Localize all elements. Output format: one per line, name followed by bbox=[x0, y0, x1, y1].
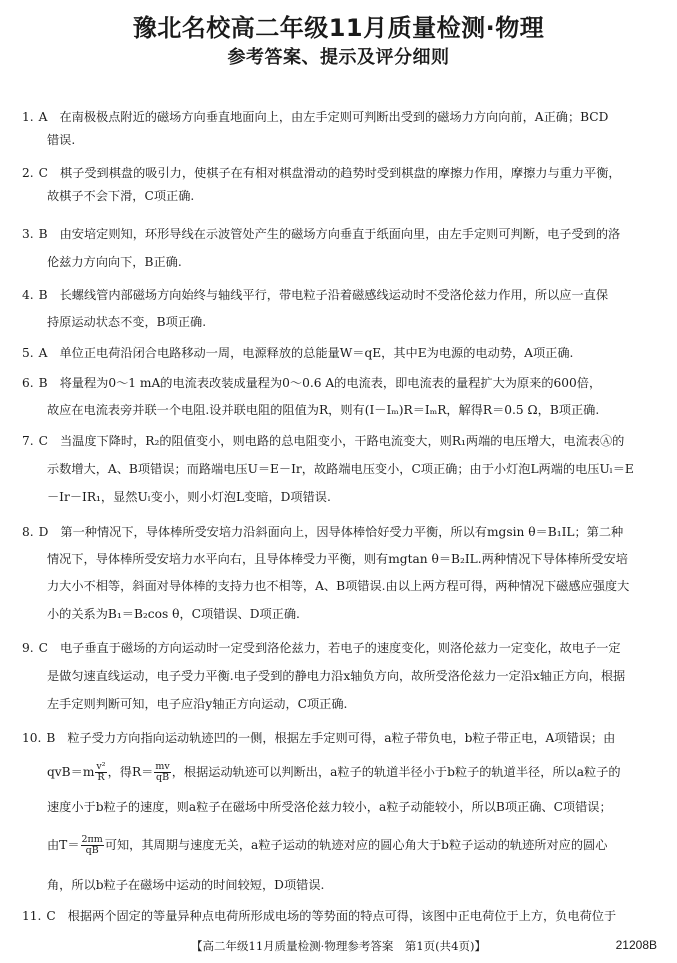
explanation-text: 可知，其周期与速度无关，a粒子运动的轨迹对应的圆心角大于b粒子运动的轨迹所对应的圆心 bbox=[104, 838, 608, 852]
answer-3-cont: 伦兹力方向向下，B正确. bbox=[47, 255, 182, 269]
answer-choice: C bbox=[46, 909, 56, 923]
answer-4-cont: 持原运动状态不变，B项正确. bbox=[47, 315, 207, 329]
answer-10 bbox=[22, 730, 615, 746]
answer-choice: B bbox=[46, 731, 56, 745]
answer-10-formula-line-2 bbox=[47, 835, 607, 856]
answer-9-cont: 是做匀速直线运动，电子受力平衡.电子受到的静电力沿x轴负方向，故所受洛伦兹力一定沿x轴正方向，根据 bbox=[47, 669, 626, 683]
fraction-2pim-over-qb bbox=[81, 835, 104, 856]
answer-2 bbox=[22, 165, 621, 181]
answer-3 bbox=[22, 226, 620, 242]
answer-8-cont: 力大小不相等，斜面对导体棒的支持力也不相等，A、B项错误.由以上两方程可得，两种情况下磁感应强度大 bbox=[47, 579, 630, 593]
question-number: 6. bbox=[22, 376, 34, 390]
explanation-text: 当温度下降时，R₂的阻值变小，则电路的总电阻变小，干路电流变大，则R₁两端的电压增大，电流表Ⓐ的 bbox=[59, 434, 625, 448]
explanation-text: 粒子受力方向指向运动轨迹凹的一侧，根据左手定则可得，a粒子带负电，b粒子带正电，A项错误；由 bbox=[67, 731, 616, 745]
question-number: 7. bbox=[22, 434, 34, 448]
fraction-numerator: 2πm bbox=[81, 834, 103, 845]
answer-1 bbox=[22, 109, 608, 125]
fraction-mv-over-qb bbox=[154, 762, 170, 783]
question-number: 5. bbox=[22, 346, 34, 360]
fraction-v2-over-r bbox=[95, 762, 106, 783]
formula-text: qvB＝m bbox=[47, 765, 95, 779]
answer-choice: B bbox=[38, 288, 48, 302]
answer-8 bbox=[22, 524, 623, 540]
question-number: 9. bbox=[22, 641, 34, 655]
page-footer: 【高二年级11月质量检测·物理参考答案 第1页(共4页)】 bbox=[191, 939, 486, 953]
fraction-denominator: R bbox=[97, 772, 105, 783]
explanation-text: 第一种情况下，导体棒所受安培力沿斜面向上，因导体棒恰好受力平衡，所以有mgsin θ＝B₁IL；第二种 bbox=[60, 525, 624, 539]
answer-choice: C bbox=[38, 434, 48, 448]
answer-6-cont: 故应在电流表旁并联一个电阻.设并联电阻的阻值为R，则有(I－Iₘ)R＝IₘR，解得R＝0.5 Ω，B项正确. bbox=[47, 403, 600, 417]
answer-choice: B bbox=[38, 376, 48, 390]
answer-1-cont: 错误. bbox=[47, 133, 76, 147]
question-number: 8. bbox=[22, 525, 34, 539]
question-number: 1. bbox=[22, 110, 34, 124]
answer-choice: A bbox=[38, 110, 48, 124]
explanation-text: 由安培定则知，环形导线在示波管处产生的磁场方向垂直于纸面向里，由左手定则可判断，电子受到的洛 bbox=[59, 227, 621, 241]
answer-8-cont: 小的关系为B₁＝B₂cos θ，C项错误、D项正确. bbox=[47, 607, 300, 621]
explanation-text: 在南极极点附近的磁场方向垂直地面向上，由左手定则可判断出受到的磁场力方向向前，A正确；BCD bbox=[59, 110, 609, 124]
answer-2-cont: 故棋子不会下滑，C项正确. bbox=[47, 189, 195, 203]
explanation-text: 单位正电荷沿闭合电路移动一周，电源释放的总能量W＝qE，其中E为电源的电动势，A项正确. bbox=[59, 346, 574, 360]
answer-10-cont: 速度小于b粒子的速度，则a粒子在磁场中所受洛伦兹力较小，a粒子动能较小，所以B项正确、C项错误； bbox=[47, 800, 612, 814]
fraction-denominator: qB bbox=[85, 845, 99, 856]
answer-7 bbox=[22, 433, 624, 449]
answer-choice: D bbox=[38, 525, 49, 539]
answer-choice: C bbox=[38, 641, 48, 655]
explanation-text: 棋子受到棋盘的吸引力，使棋子在有相对棋盘滑动的趋势时受到棋盘的摩擦力作用，摩擦力与重力平衡， bbox=[59, 166, 621, 180]
question-number: 3. bbox=[22, 227, 34, 241]
formula-text: 由T＝ bbox=[47, 838, 80, 852]
page-subtitle: 参考答案、提示及评分细则 bbox=[227, 47, 450, 68]
page-title: 豫北名校高二年级11月质量检测·物理 bbox=[132, 14, 545, 42]
answer-10-cont: 角，所以b粒子在磁场中运动的时间较短，D项错误. bbox=[47, 878, 325, 892]
fraction-numerator: v² bbox=[96, 761, 106, 772]
question-number: 2. bbox=[22, 166, 34, 180]
answer-10-formula-line bbox=[47, 762, 621, 783]
document-code: 21208B bbox=[615, 938, 657, 952]
answer-6 bbox=[22, 375, 601, 391]
explanation-text: 电子垂直于磁场的方向运动时一定受到洛伦兹力，若电子的速度变化，则洛伦兹力一定变化，故电子一定 bbox=[59, 641, 621, 655]
question-number: 4. bbox=[22, 288, 34, 302]
question-number: 10. bbox=[22, 731, 42, 745]
answer-choice: C bbox=[38, 166, 48, 180]
question-number: 11. bbox=[22, 909, 42, 923]
answer-11 bbox=[22, 908, 616, 924]
explanation-text: 将量程为0～1 mA的电流表改装成量程为0～0.6 A的电流表，即电流表的量程扩大为原来的600倍， bbox=[59, 376, 602, 390]
fraction-numerator: mv bbox=[155, 761, 170, 772]
answer-8-cont: 情况下，导体棒所受安培力水平向右，且导体棒受力平衡，则有mgtan θ＝B₂IL.两种情况下导体棒所受安培 bbox=[47, 552, 628, 566]
answer-9-cont: 左手定则判断可知，电子应沿y轴正方向运动，C项正确. bbox=[47, 697, 348, 711]
answer-5 bbox=[22, 345, 573, 361]
answer-4 bbox=[22, 287, 608, 303]
explanation-text: ，根据运动轨迹可以判断出，a粒子的轨道半径小于b粒子的轨道半径，所以a粒子的 bbox=[171, 765, 621, 779]
answer-7-cont: 示数增大，A、B项错误；而路端电压U＝E－Ir，故路端电压变小，C项正确；由于小灯泡L两端的电压Uₗ＝E bbox=[47, 462, 634, 476]
explanation-text: 长螺线管内部磁场方向始终与轴线平行，带电粒子沿着磁感线运动时不受洛伦兹力作用，所以应一直保 bbox=[59, 288, 609, 302]
answer-choice: A bbox=[38, 346, 48, 360]
answer-choice: B bbox=[38, 227, 48, 241]
answer-7-cont: －Ir－IR₁，显然Uₗ变小，则小灯泡L变暗，D项错误. bbox=[47, 490, 331, 504]
explanation-text: 根据两个固定的等量异种点电荷所形成电场的等势面的特点可得，该图中正电荷位于上方，负电荷位于 bbox=[67, 909, 617, 923]
answer-9 bbox=[22, 640, 621, 656]
formula-text: ，得R＝ bbox=[107, 765, 154, 779]
fraction-denominator: qB bbox=[155, 772, 170, 783]
